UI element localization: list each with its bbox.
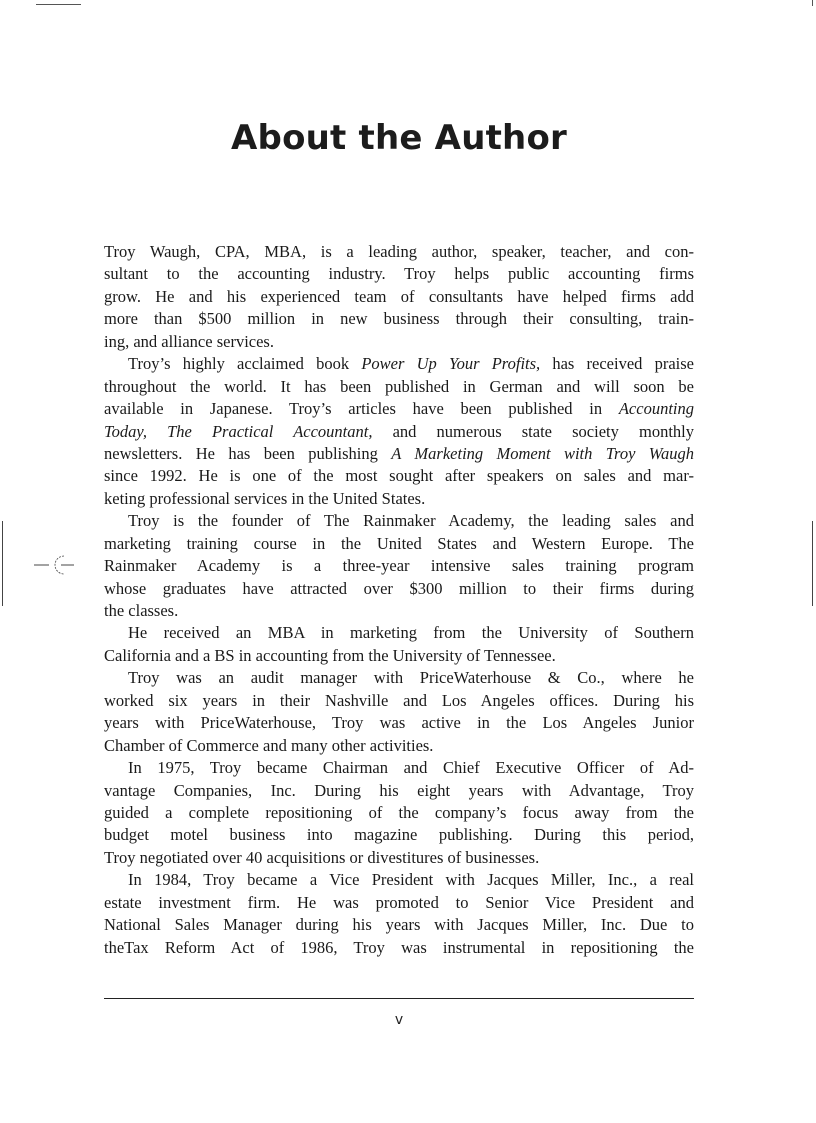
- text-line: Troy was an audit manager with PriceWaterhouse & Co., where he: [128, 668, 694, 688]
- registration-mark-icon: [34, 550, 74, 580]
- text-line: National Sales Manager during his years with Jacques Miller, Inc. Due to: [104, 915, 694, 935]
- text-line: In 1984, Troy became a Vice President with Jacques Miller, Inc., a real: [128, 870, 694, 890]
- text-line: estate investment firm. He was promoted to Senior Vice President and: [104, 892, 694, 912]
- crop-mark-top-right: [812, 0, 813, 6]
- text-line: Rainmaker Academy is a three-year intensive sales training program: [104, 556, 694, 576]
- text-line: Troy is the founder of The Rainmaker Academy, the leading sales and: [128, 511, 694, 531]
- text-line: available in Japanese. Troy’s articles have been published in Accounting: [104, 399, 694, 419]
- text-line: newsletters. He has been publishing A Marketing Moment with Troy Waugh: [104, 443, 694, 463]
- footer-rule: [104, 998, 694, 999]
- text-line: In 1975, Troy became Chairman and Chief Executive Officer of Ad-: [128, 758, 694, 778]
- text-line: He received an MBA in marketing from the University of Southern: [128, 623, 694, 643]
- text-line: ing, and alliance services.: [104, 331, 274, 351]
- text-line: since 1992. He is one of the most sought after speakers on sales and mar-: [104, 466, 694, 486]
- text-line: the classes.: [104, 601, 179, 620]
- text-line: Troy negotiated over 40 acquisitions or divestitures of businesses.: [104, 847, 540, 867]
- text-line: years with PriceWaterhouse, Troy was active in the Los Angeles Junior: [104, 713, 694, 733]
- text-line: sultant to the accounting industry. Troy helps public accounting firms: [104, 264, 694, 284]
- text-line: grow. He and his experienced team of consultants have helped firms add: [104, 286, 694, 306]
- text-line: Troy Waugh, CPA, MBA, is a leading author, speaker, teacher, and con-: [104, 242, 694, 261]
- crop-mark-left: [2, 521, 3, 606]
- text-line: budget motel business into magazine publishing. During this period,: [104, 825, 694, 845]
- text-line: whose graduates have attracted over $300 million to their firms during: [104, 578, 694, 598]
- text-line: Today, The Practical Accountant, and numerous state society monthly: [104, 421, 694, 441]
- text-line: Troy’s highly acclaimed book Power Up Your Profits, has received praise: [128, 354, 694, 374]
- text-line: theTax Reform Act of 1986, Troy was instrumental in repositioning the: [104, 937, 694, 957]
- text-line: marketing training course in the United States and Western Europe. The: [104, 533, 694, 553]
- text-line: throughout the world. It has been published in German and will soon be: [104, 376, 694, 396]
- publication-title: Today, The Practical Accountant,: [104, 421, 373, 441]
- text-line: guided a complete repositioning of the company’s focus away from the: [104, 802, 694, 822]
- text-line: California and a BS in accounting from the University of Tennessee.: [104, 645, 556, 665]
- text-line: Chamber of Commerce and many other activities.: [104, 735, 434, 755]
- crop-mark-right: [812, 521, 813, 606]
- text-line: more than $500 million in new business through their consulting, train-: [104, 309, 694, 329]
- text-line: keting professional services in the United States.: [104, 488, 426, 508]
- chapter-title: About the Author: [231, 118, 567, 158]
- crop-mark-top-left: [36, 4, 81, 5]
- publication-title: Accounting: [618, 399, 694, 419]
- book-title: Power Up Your Profits,: [361, 354, 541, 374]
- newsletter-title: A Marketing Moment with Troy Waugh: [391, 443, 694, 463]
- author-biography: [104, 241, 694, 959]
- page-number: v: [394, 1012, 404, 1028]
- text-line: worked six years in their Nashville and Los Angeles offices. During his: [104, 690, 694, 710]
- text-line: vantage Companies, Inc. During his eight years with Advantage, Troy: [104, 780, 694, 800]
